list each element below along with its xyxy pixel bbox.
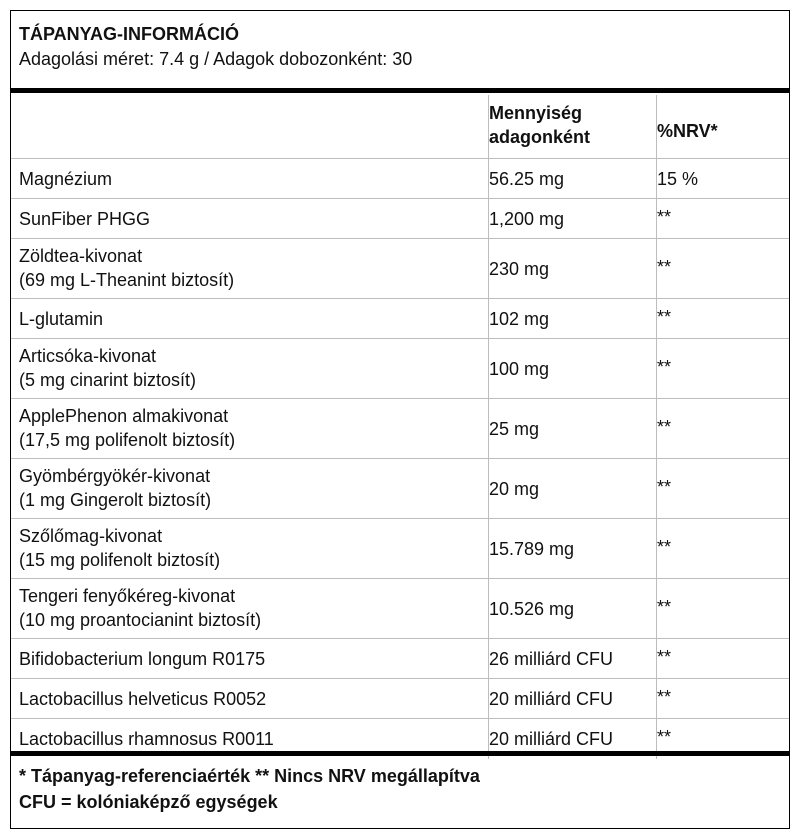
amount-column-header [489, 95, 654, 158]
ingredient-note: (10 mg proantocianint biztosít) [19, 610, 262, 630]
ingredient-name: Gyömbérgyökér-kivonat [19, 466, 211, 486]
serving-info: Adagolási méret: 7.4 g / Adagok dobozonként: 30 [19, 49, 413, 69]
nrv-column-header: %NRV* [657, 120, 718, 141]
ingredient-name: Lactobacillus rhamnosus R0011 [19, 729, 274, 749]
footer-note-nrv: * Tápanyag-referenciaérték ** Nincs NRV megállapítva [19, 766, 480, 786]
ingredient-name: Bifidobacterium longum R0175 [19, 649, 266, 669]
amount-header-line2: adagonként [489, 127, 591, 147]
header-divider [11, 88, 789, 93]
nutrition-panel [10, 10, 790, 829]
table-header-row [11, 95, 789, 159]
nrv-cell: ** [657, 597, 672, 617]
ingredient-name-cell [19, 339, 479, 398]
ingredient-name-cell [19, 679, 479, 718]
table-row [11, 679, 789, 719]
panel-title: TÁPANYAG-INFORMÁCIÓ [19, 24, 239, 44]
amount-header-line1: Mennyiség [489, 103, 583, 123]
table-row [11, 519, 789, 579]
ingredient-name: Lactobacillus helveticus R0052 [19, 689, 267, 709]
nrv-cell: 15 % [657, 168, 699, 189]
ingredient-name-cell [19, 199, 479, 238]
table-row [11, 459, 789, 519]
ingredient-name-cell [19, 519, 479, 578]
footer-note-cfu: CFU = kolóniaképző egységek [19, 792, 278, 812]
amount-cell: 56.25 mg [489, 168, 565, 189]
ingredient-note: (15 mg polifenolt biztosít) [19, 550, 221, 570]
nrv-cell: ** [657, 647, 672, 667]
amount-cell: 1,200 mg [489, 208, 565, 229]
ingredient-name-cell [19, 579, 479, 638]
nrv-cell: ** [657, 307, 672, 327]
nrv-cell: ** [657, 477, 672, 497]
ingredient-note: (17,5 mg polifenolt biztosít) [19, 430, 236, 450]
panel-footer [11, 752, 789, 828]
ingredient-name: L-glutamin [19, 309, 104, 329]
amount-cell: 20 milliárd CFU [489, 688, 614, 709]
ingredient-note: (69 mg L-Theanint biztosít) [19, 270, 235, 290]
amount-cell: 25 mg [489, 418, 540, 439]
amount-cell: 102 mg [489, 308, 550, 329]
amount-cell: 230 mg [489, 258, 550, 279]
amount-cell: 20 mg [489, 478, 540, 499]
amount-cell: 100 mg [489, 358, 550, 379]
ingredient-name: Tengeri fenyőkéreg-kivonat [19, 586, 236, 606]
ingredient-name: Szőlőmag-kivonat [19, 526, 163, 546]
ingredient-name: Magnézium [19, 169, 113, 189]
nrv-cell: ** [657, 537, 672, 557]
ingredient-name-cell [19, 239, 479, 298]
nrv-cell: ** [657, 257, 672, 277]
ingredient-name-cell [19, 639, 479, 678]
ingredient-name: ApplePhenon almakivonat [19, 406, 229, 426]
amount-cell: 15.789 mg [489, 538, 575, 559]
ingredient-name: Zöldtea-kivonat [19, 246, 143, 266]
nutrition-table [11, 95, 789, 759]
amount-cell: 10.526 mg [489, 598, 575, 619]
ingredient-name: Articsóka-kivonat [19, 346, 157, 366]
table-row [11, 299, 789, 339]
table-row [11, 239, 789, 299]
table-row [11, 159, 789, 199]
nrv-cell: ** [657, 687, 672, 707]
ingredient-note: (5 mg cinarint biztosít) [19, 370, 197, 390]
ingredient-name-cell [19, 159, 479, 198]
nrv-cell: ** [657, 207, 672, 227]
amount-cell: 20 milliárd CFU [489, 729, 614, 749]
table-row [11, 339, 789, 399]
ingredient-name-cell [19, 399, 479, 458]
table-row [11, 579, 789, 639]
nrv-cell: ** [657, 727, 672, 747]
ingredient-note: (1 mg Gingerolt biztosít) [19, 490, 212, 510]
ingredient-name-cell [19, 299, 479, 338]
ingredient-name: SunFiber PHGG [19, 209, 151, 229]
table-row [11, 199, 789, 239]
amount-cell: 26 milliárd CFU [489, 648, 614, 669]
table-row [11, 639, 789, 679]
nrv-cell: ** [657, 417, 672, 437]
table-row [11, 399, 789, 459]
panel-header [11, 11, 789, 90]
nrv-cell: ** [657, 357, 672, 377]
ingredient-name-cell [19, 459, 479, 518]
